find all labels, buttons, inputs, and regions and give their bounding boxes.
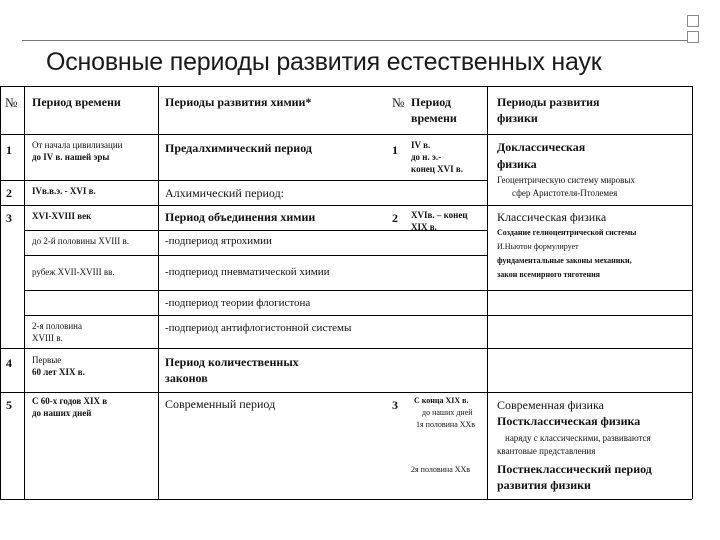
row3-chem: Период объединения химии [165,210,316,224]
table-border-right [692,86,693,499]
row1-num2: 1 [392,143,398,157]
row3a-chem: -подпериод ятрохимии [165,235,272,247]
row5-period2-l3: 1я половина XXв [416,420,476,429]
header-phys-l1: Периоды развития [497,95,600,109]
row1-period2-l2: до н. э.- [411,152,442,162]
row3-phys-note-l1: Создание гелиоцентрической системы [497,228,637,237]
decor-square-top [687,15,699,27]
row3-phys-note-l3: фундаментальные законы механики, [497,256,632,265]
row4-period-l1: Первые [32,355,62,365]
row-divider [24,255,487,256]
row1-phys-note-l1: Геоцентрическую систему мировых [497,175,635,185]
row3d-period-l2: XVIII в. [32,333,63,343]
row5-phys-note-l2: квантовые представления [497,446,596,456]
row-divider [0,180,487,181]
header-chem: Периоды развития химии* [165,95,312,109]
row5-period2-l2: до наших дней [422,408,473,417]
row4-period-l2: 60 лет XIX в. [32,367,85,377]
row5-chem: Современный период [165,397,276,411]
table-border-left [0,86,1,499]
row1-phys-note-l2: сфер Аристотеля-Птолемея [512,188,618,198]
row3-num2: 2 [392,211,398,225]
header-period2-l1: Период [411,95,451,109]
top-rule [22,40,698,41]
row4-num: 4 [6,356,12,370]
row3b-chem: -подпериод пневматической химии [165,266,330,278]
row1-chem: Предалхимический период [165,141,312,155]
row2-chem: Алхимический период: [165,186,285,200]
row4-chem-l1: Период количественных [165,355,299,369]
row5-period-l1: С 60-х годов XIX в [32,396,108,406]
row3c-chem: -подпериод теории флогистона [165,297,311,309]
row3d-chem: -подпериод антифлогистонной системы [165,322,352,334]
row2-period: IVв.в.э. - XVI в. [32,186,96,196]
row-divider [0,392,692,393]
header-phys-l2: физики [497,111,538,125]
row1-period-l1: От начала цивилизации [32,140,123,150]
row1-period2-l3: конец XVI в. [411,164,464,174]
row5-period2-l1: С конца XIX в. [414,396,469,405]
col-divider [24,86,25,499]
row-divider [0,134,692,135]
col-divider [158,86,159,499]
row5-phys-l3: Постнеклассический период [497,462,652,476]
row5-phys-l2: Постклассическая физика [497,414,641,428]
row-divider [24,290,692,291]
table-border-bottom [0,499,692,500]
row3a-period: до 2-й половины XVIII в. [32,236,130,246]
row5-phys-note-l1: наряду с классическими, развиваются [505,433,651,443]
row1-phys-l2: физика [497,157,537,171]
row4-chem-l2: законов [165,371,208,385]
header-num2: № [392,95,405,110]
row3d-period-l1: 2-я половина [32,321,82,331]
row3-num: 3 [6,211,12,225]
col-divider [487,86,488,499]
row3-phys: Классическая физика [497,210,607,224]
row3-phys-note-l2: И.Ньютон формулирует [497,242,579,251]
table-border-top [0,86,692,87]
row3-period2-l2: XIX в. [411,222,437,232]
row1-period-l2: до IV в. нашей эры [32,152,110,162]
row5-num: 5 [6,398,12,412]
row3-period2-l1: XVIв. – конец [411,210,468,220]
row5-period2-l4: 2я половина XXв [411,465,471,474]
row5-num2: 3 [392,398,398,412]
row1-num: 1 [6,143,12,157]
page-title: Основные периоды развития естественных наук [46,48,602,76]
header-num: № [5,95,18,110]
header-period2-l2: времени [411,111,457,125]
row1-phys-l1: Доклассическая [497,140,586,154]
row2-num: 2 [6,186,12,200]
row3-period: XVI-XVIII век [32,211,92,221]
row-divider [0,348,692,349]
row5-phys-l1: Современная физика [497,398,604,412]
row3b-period: рубеж XVII-XVIII вв. [32,267,115,277]
row-divider [0,205,692,206]
row1-period2-l1: IV в. [411,140,431,150]
row5-period-l2: до наших дней [32,408,92,418]
decor-square-bottom [687,31,699,43]
header-period: Период времени [32,95,121,109]
row-divider [24,315,692,316]
row3-phys-note-l4: закон всемирного тяготения [497,270,601,279]
row5-phys-l4: развития физики [497,478,591,492]
